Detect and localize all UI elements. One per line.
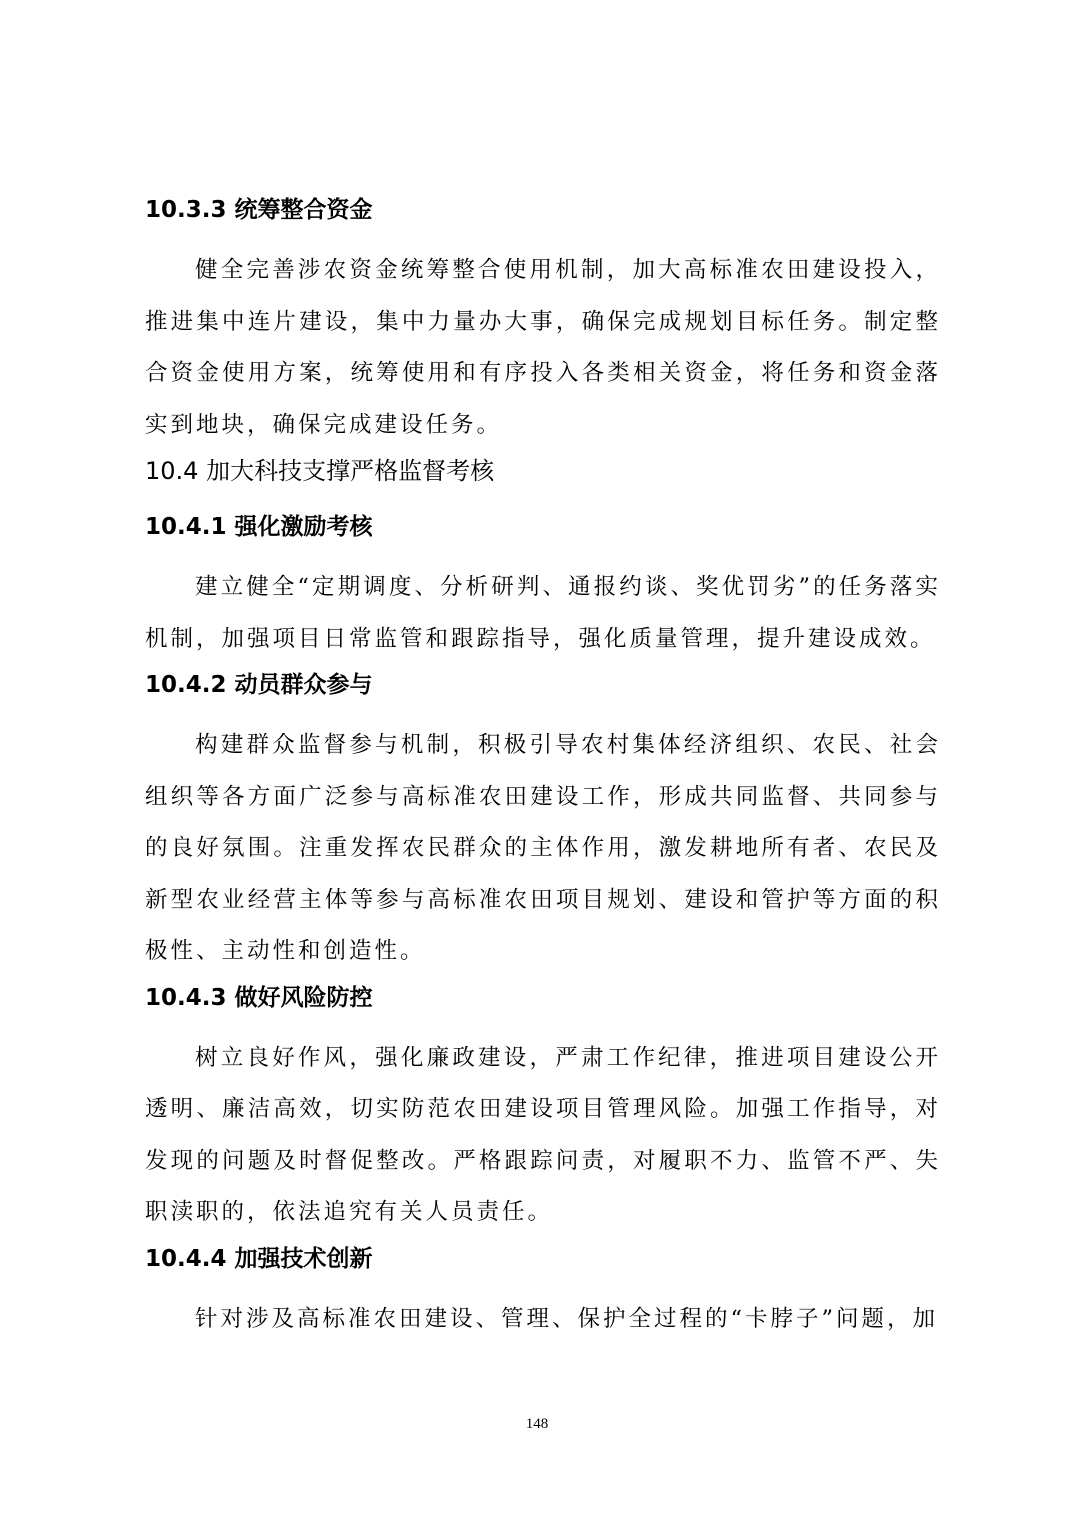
- paragraph-10-4-2: 构建群众监督参与机制，积极引导农村集体经济组织、农民、社会组织等各方面广泛参与高标准农田建设工作，形成共同监督、共同参与的良好氛围。注重发挥农民群众的主体作用，激发耕地所有者、农民及新型农业经营主体等参与高标准农田项目规划、建设和管护等方面的积极性、主动性和创造性。: [145, 732, 941, 964]
- heading-10-4-1: 10.4.1 强化激励考核: [145, 514, 373, 540]
- heading-10-4-2: 10.4.2 动员群众参与: [145, 672, 373, 698]
- paragraph-10-4-3: 树立良好作风，强化廉政建设，严肃工作纪律，推进项目建设公开透明、廉洁高效，切实防范农田建设项目管理风险。加强工作指导，对发现的问题及时督促整改。严格跟踪问责，对履职不力、监管不严、失职渎职的，依法追究有关人员责任。: [145, 1044, 941, 1225]
- heading-10-3-3: 10.3.3 统筹整合资金: [145, 197, 373, 223]
- paragraph-10-4-1: 建立健全“定期调度、分析研判、通报约谈、奖优罚劣”的任务落实机制，加强项目日常监管和跟踪指导，强化质量管理，提升建设成效。: [145, 574, 941, 652]
- paragraph-10-4-4: 针对涉及高标准农田建设、管理、保护全过程的“卡脖子”问题，加: [195, 1305, 939, 1332]
- heading-10-4-3: 10.4.3 做好风险防控: [145, 984, 373, 1011]
- paragraph-10-3-3: 健全完善涉农资金统筹整合使用机制，加大高标准农田建设投入，推进集中连片建设，集中力量办大事，确保完成规划目标任务。制定整合资金使用方案，统筹使用和有序投入各类相关资金，将任务和资金落实到地块，确保完成建设任务。: [145, 257, 941, 438]
- page-number: 148: [525, 1416, 549, 1432]
- page-content: [145, 190, 941, 1345]
- heading-10-4-4: 10.4.4 加强技术创新: [145, 1245, 373, 1272]
- heading-10-4: 10.4 加大科技支撑严格监督考核: [145, 457, 495, 485]
